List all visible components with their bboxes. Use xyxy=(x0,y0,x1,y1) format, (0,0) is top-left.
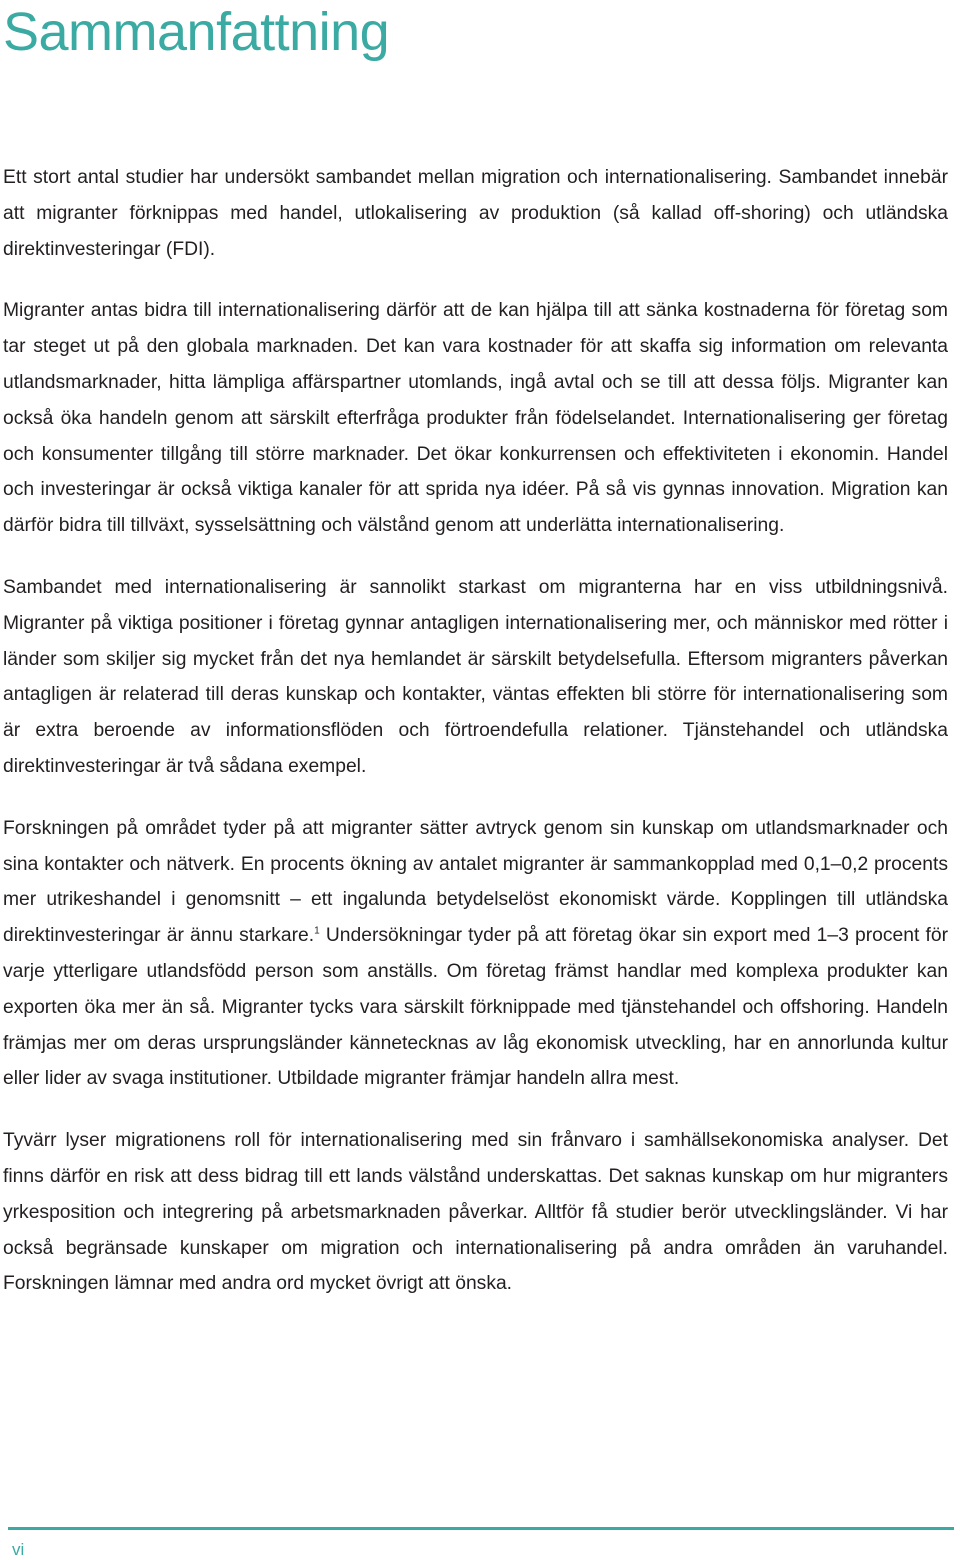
footnote-marker[interactable]: 1 xyxy=(314,925,320,937)
page-number: vi xyxy=(12,1540,25,1559)
paragraph-2: Migranter antas bidra till internationalisering därför att de kan hjälpa till att sänka kostnaderna för företag som tar steget ut på den globala marknaden. Det kan vara kostnader för att skaffa sig information om relevanta utlandsmarknader, hitta lämpliga affärspartner utomlands, ingå avtal och se till att dessa följs. Migranter kan också öka handeln genom att särskilt efterfråga produkter från födelselandet. Internationalisering ger företag och konsumenter tillgång till större marknader. Det ökar konkurrensen och effektiviteten i ekonomin. Handel och investeringar är också viktiga kanaler för att sprida nya idéer. På så vis gynnas innovation. Migration kan därför bidra till tillväxt, sysselsättning och välstånd genom att underlätta internationalisering. xyxy=(3,300,948,537)
paragraph-4 xyxy=(3,811,948,1097)
page-title: Sammanfattning xyxy=(3,2,390,62)
paragraph-1: Ett stort antal studier har undersökt sambandet mellan migration och internationalisering. Sambandet innebär att migranter förknippas med handel, utlokalisering av produktion (så kallad off-shoring) och utländska direktinvesteringar (FDI). xyxy=(3,167,948,260)
footer-rule xyxy=(8,1527,954,1530)
paragraph-4-text-after: Undersökningar tyder på att företag ökar sin export med 1–3 procent för varje ytterligare utlandsfödd person som anställs. Om företag främst handlar med komplexa produkter kan exporten öka mer än så. Migranter tycks vara särskilt förknippade med tjänstehandel och offshoring. Handeln främjas mer om deras ursprungsländer kännetecknas av låg ekonomisk utveckling, har en annorlunda kultur eller lider av svaga institutioner. Utbildade migranter främjar handeln allra mest. xyxy=(3,925,948,1090)
paragraph-4-text-before: Forskningen på området tyder på att migranter sätter avtryck genom sin kunskap om utlandsmarknader och sina kontakter och nätverk. En procents ökning av antalet migranter är sammankopplad med 0,1–0,2 procents mer utrikeshandel i genomsnitt – ett ingalunda betydelselöst ekonomiskt värde. Kopplingen till utländska direktinvesteringar är ännu starkare. xyxy=(3,817,948,947)
body-text xyxy=(3,160,948,1328)
paragraph-3: Sambandet med internationalisering är sannolikt starkast om migranterna har en viss utbildningsnivå. Migranter på viktiga positioner i företag gynnar antagligen internationalisering mer, och människor med rötter i länder som skiljer sig mycket från det nya hemlandet är särskilt betydelsefulla. Eftersom migranters påverkan antagligen är relaterad till deras kunskap och kontakter, väntas effekten bli större för internationalisering som är extra beroende av informationsflöden och förtroendefulla relationer. Tjänstehandel och utländska direktinvesteringar är två sådana exempel. xyxy=(3,576,948,777)
paragraph-5: Tyvärr lyser migrationens roll för internationalisering med sin frånvaro i samhällsekonomiska analyser. Det finns därför en risk att dess bidrag till ett lands välstånd underskattas. Det saknas kunskap om hur migranters yrkesposition och integrering på arbetsmarknaden påverkar. Alltför få studier berör utvecklingsländer. Vi har också begränsade kunskaper om migration och internationalisering på andra områden än varuhandel. Forskningen lämnar med andra ord mycket övrigt att önska. xyxy=(3,1130,948,1295)
